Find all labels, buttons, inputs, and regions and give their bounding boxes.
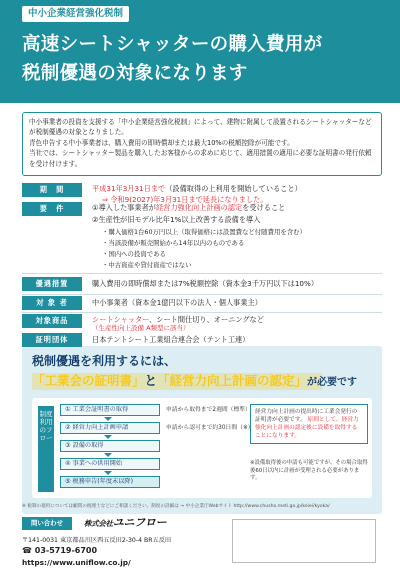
requirement-1-text: ①導入した事業者が bbox=[92, 203, 156, 212]
product-subnote: （生産性向上設備 A類型に該当） bbox=[92, 324, 190, 332]
product-rest: 、シート間仕切り、オーニングなど bbox=[149, 315, 264, 324]
flow-box bbox=[32, 398, 372, 498]
requirement-bullet-3: ・国内への投資である bbox=[102, 250, 166, 258]
flow-step-1: ① 工業会証明書の取得 bbox=[60, 404, 160, 416]
requirement-1-highlight: 経営力強化向上計画の認定 bbox=[155, 203, 243, 212]
product-highlight: シートシャッター bbox=[92, 315, 150, 324]
phone-number: ☎ 03-5719-6700 bbox=[22, 546, 98, 555]
intro-p1: 中小事業者の投資を支援する「中小企業経営強化税制」によって、建物に附属して設置されるシートシャッターなどが税制優遇の対象となりました。 bbox=[29, 118, 372, 137]
usage-panel bbox=[22, 346, 382, 514]
period-date: 平成31年3月31日まで bbox=[92, 184, 166, 193]
requirement-bullet-1: ・購入価格1台60万円以上（取得価格には設置費など付随費用を含む） bbox=[102, 228, 306, 236]
company-logo bbox=[84, 514, 166, 530]
flow-step-3: ③ 設備の取得 bbox=[60, 440, 160, 452]
company-name: ユニフロー bbox=[112, 516, 167, 529]
target-label: 対 象 者 bbox=[22, 296, 82, 310]
headline-line1: 高速シートシャッターの購入費用が bbox=[22, 34, 323, 55]
contact-section bbox=[22, 513, 378, 577]
flow-step-4: ④ 事業への供用開始 bbox=[60, 458, 160, 470]
company-prefix: 株式会社 bbox=[84, 519, 113, 528]
tax-system-tag: 中小企業経営強化税制 bbox=[22, 6, 129, 22]
period-extension: ⇒ 令和9(2027)年3月31日まで延長になりました。 bbox=[102, 195, 268, 204]
flow-step-5: ⑤ 税務申告(年度末以降) bbox=[60, 476, 160, 488]
headline-line2: 税制優遇の対象になります bbox=[22, 63, 248, 84]
preference-value: 購入費用の即時償却または7%税額控除（資本金3千万円以下は10%） bbox=[92, 279, 319, 288]
contact-label: 問い合わせ bbox=[22, 517, 72, 530]
flow-vertical-label: 制度利用のフロー bbox=[38, 406, 54, 492]
product-label: 対象商品 bbox=[22, 314, 82, 328]
period-value bbox=[92, 183, 382, 194]
period-label: 期 間 bbox=[22, 183, 82, 197]
intro-p3: 当社では、シートシャッター製品を購入したお客様からの求めに応じて、適用措置の適用に必要な証明書の発行依頼を受け付けます。 bbox=[29, 149, 372, 168]
flow-arrow-icon bbox=[104, 471, 112, 475]
header-banner bbox=[0, 0, 400, 103]
dealer-stamp-box bbox=[232, 519, 376, 563]
target-value: 中小事業者（資本金1億円以下の法人・個人事業主） bbox=[92, 298, 262, 307]
cert-value: 日本テントシート工業組合連合会（テント工連） bbox=[92, 335, 250, 344]
right-note-text: 経営力向上計画の提出時に工業会発行の証明書が必要です。 bbox=[255, 409, 358, 423]
flow-arrow-icon bbox=[104, 453, 112, 457]
panel-connector: と bbox=[144, 373, 158, 388]
requirement-2: ②生産性が旧モデル比年1%以上改善する設備を導入 bbox=[92, 215, 261, 224]
divider bbox=[22, 294, 382, 295]
requirement-1-suffix: を受けること bbox=[242, 203, 286, 212]
cert-label: 証明団体 bbox=[22, 333, 82, 347]
panel-required-text: が必要です bbox=[307, 377, 358, 388]
divider bbox=[22, 273, 382, 274]
period-condition: （設備取得の上利用を開始していること） bbox=[165, 184, 302, 193]
flow-note-1: 申請から取得まで2週間（標準） bbox=[166, 407, 251, 413]
panel-subtitle bbox=[32, 371, 357, 389]
flow-step-2: ② 経営力向上計画申請 bbox=[60, 422, 160, 434]
intro-p2: 青色申告する中小事業者は、購入費用の即時償却または最大10%の税額控除が可能です。 bbox=[29, 138, 294, 147]
plan-highlight: 「経営力向上計画の認定」 bbox=[157, 373, 308, 388]
divider bbox=[22, 312, 382, 313]
certificate-highlight: 「工業会の証明書」 bbox=[32, 373, 145, 388]
flow-right-footnote: ※設備取得後の申請も可能ですが、その場合取得後60日以内に計画が受理される必要があります。 bbox=[250, 460, 368, 481]
flow-arrow-icon bbox=[104, 435, 112, 439]
requirement-bullet-2: ・当該設備が販売開始から14年以内のものである bbox=[102, 239, 245, 247]
flow-right-note bbox=[250, 404, 368, 444]
right-note-highlight: 原則として、経営力強化向上計画の認定後に設備を取得することになります。 bbox=[255, 417, 359, 439]
footnote: ※ 税制の適用については顧問の税理士などにご相談ください。制度の詳細は → 中小企業庁Webサイト http://www.chusho.meti.go.jp/keiei/kyoka/ bbox=[22, 504, 330, 509]
requirement-bullet-4: ・中古資産や貸付資産ではない bbox=[102, 261, 192, 269]
flow-arrow-icon bbox=[104, 417, 112, 421]
requirement-1 bbox=[92, 202, 382, 213]
panel-title: 税制優遇を利用するには、 bbox=[32, 354, 177, 368]
company-address: 〒141-0031 東京都品川区西五反田2-30-4 BR五反田 bbox=[22, 537, 172, 544]
website-link[interactable]: https://www.uniflow.co.jp/ bbox=[22, 558, 131, 567]
flow-note-2: 申請から認可まで約30日間（※） bbox=[166, 425, 254, 431]
requirements-label: 要 件 bbox=[22, 202, 82, 216]
intro-box bbox=[22, 112, 382, 176]
preference-label: 優遇措置 bbox=[22, 277, 82, 291]
